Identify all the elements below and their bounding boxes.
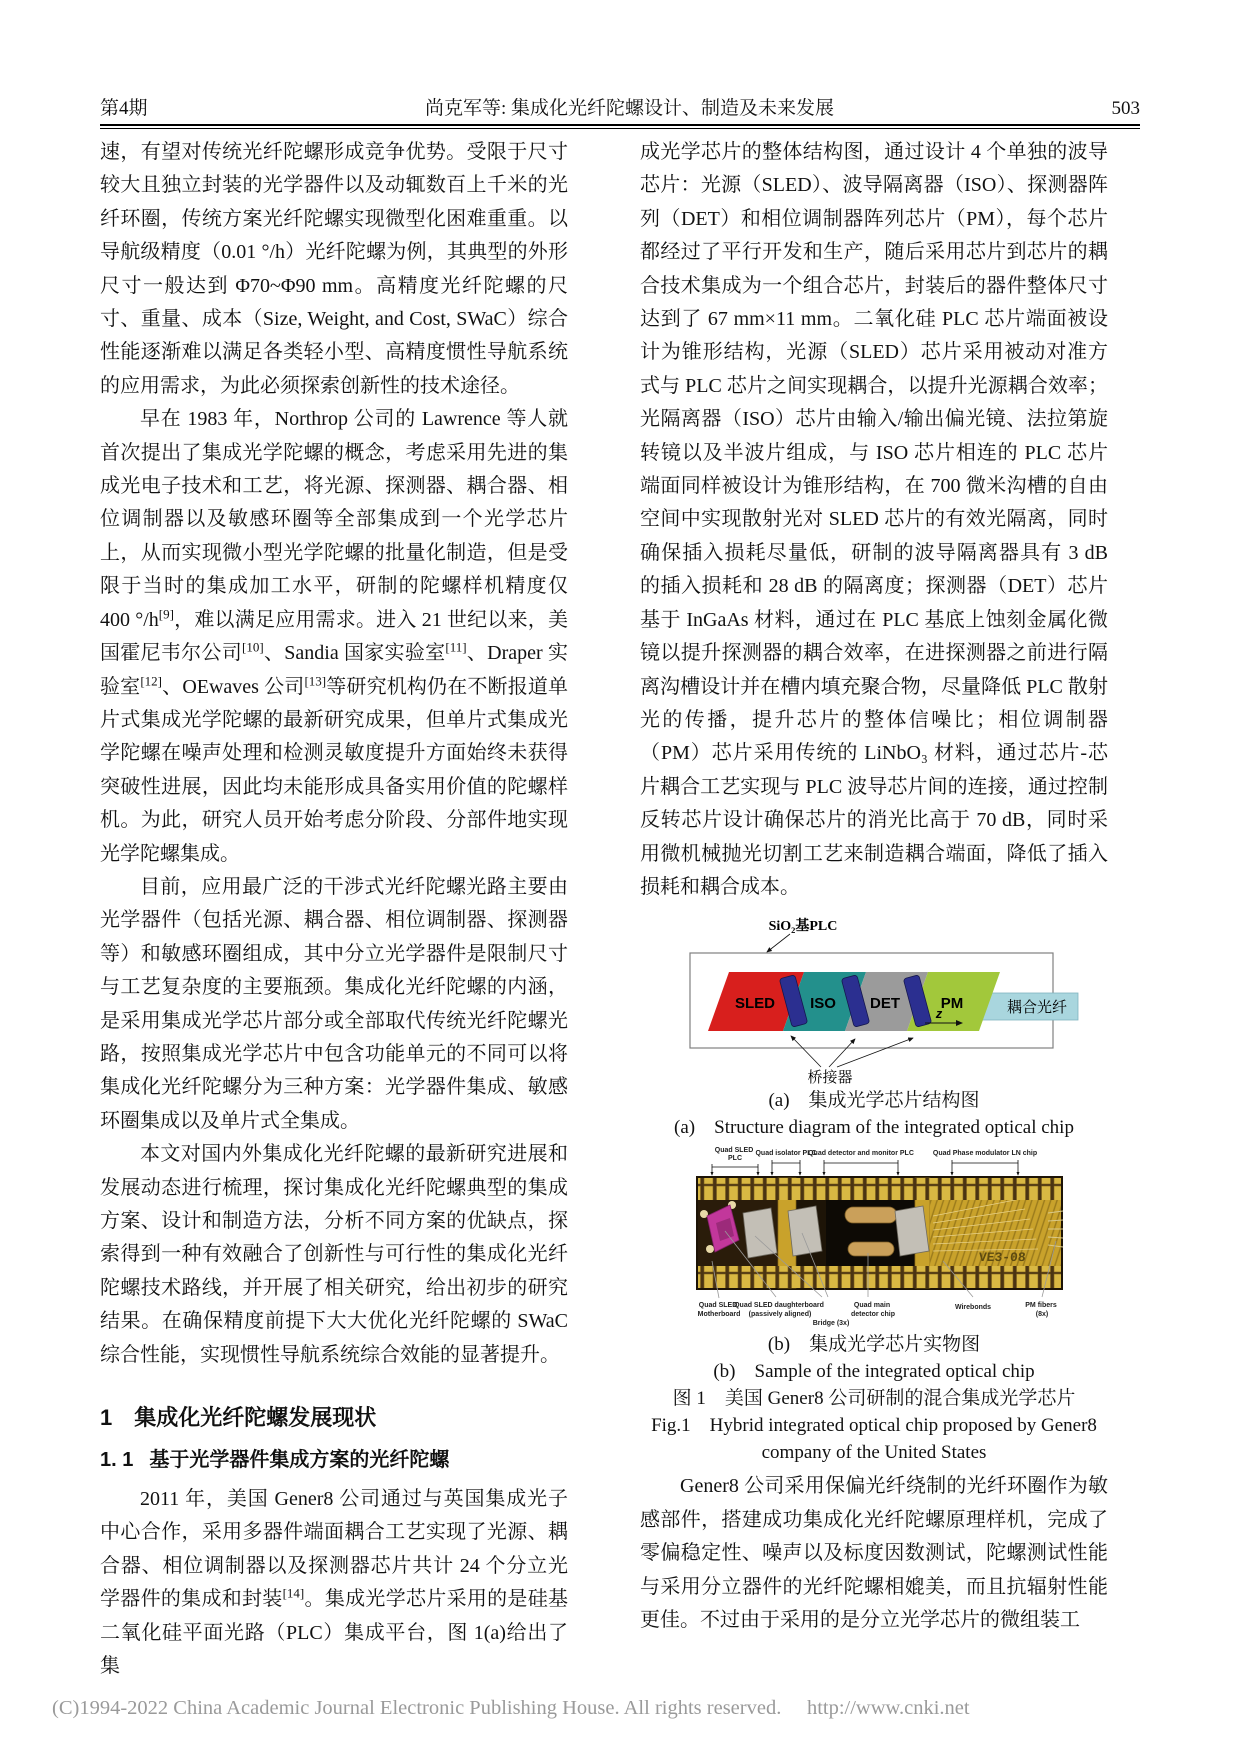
figure-1-caption-en-line2: company of the United States bbox=[761, 1442, 987, 1464]
pm-chip-label: PM bbox=[940, 995, 964, 1013]
figure-1a-caption-en: (a) Structure diagram of the integrated optical chip bbox=[674, 1117, 1074, 1139]
chip-marking: VE3-08 bbox=[978, 1250, 1027, 1266]
label-bracket bbox=[712, 1164, 758, 1167]
figure-1b-caption-zh: (b) 集成光学芯片实物图 bbox=[767, 1334, 981, 1356]
page-header bbox=[100, 93, 1140, 120]
label-bracket bbox=[824, 1160, 898, 1163]
plc-label-arrow bbox=[767, 934, 790, 952]
figure-1-caption-en: Fig.1 Hybrid integrated optical chip proposed by Gener8 bbox=[651, 1415, 1097, 1437]
bridge-callout-label: 桥接器 bbox=[807, 1070, 853, 1087]
chip-photo bbox=[696, 1176, 1063, 1290]
photo-label-pm-fibers: PM fibers (8x) bbox=[1025, 1302, 1057, 1319]
figure-1a-diagram bbox=[640, 912, 1108, 1087]
section-heading bbox=[100, 1403, 568, 1433]
detector-capsule bbox=[845, 1207, 897, 1223]
photo-label-sled-daughterboard: Quad SLED daughterboard (passively aligned) bbox=[734, 1302, 824, 1319]
bridge-chip-photo bbox=[743, 1208, 777, 1258]
detector-capsule bbox=[848, 1242, 894, 1256]
subsection-heading bbox=[100, 1446, 568, 1474]
photo-label-quad-sled-plc: Quad SLED PLC bbox=[714, 1147, 754, 1163]
z-axis-label: z bbox=[935, 1006, 943, 1022]
figure-1-caption-zh: 图 1 美国 Gener8 公司研制的混合集成光学芯片 bbox=[672, 1388, 1076, 1410]
det-chip-label: DET bbox=[870, 995, 900, 1013]
photo-label-bridge: Bridge (3x) bbox=[812, 1320, 850, 1328]
paragraph: 本文对国内外集成化光纤陀螺的最新研究进展和发展动态进行梳理，探讨集成化光纤陀螺典型的集成方案、设计和制造方法，分析不同方案的优缺点，探索得到一种有效融合了创新性与可行性的集成化光纤陀螺技术路线，并开展了相关研究，给出初步的研究结果。在确保精度前提下大大优化光纤陀螺的 SWaC 综合性能，实现惯性导航系统综合效能的显著提升。 bbox=[100, 1143, 568, 1366]
paragraph: 目前，应用最广泛的干涉式光纤陀螺光路主要由光学器件（包括光源、耦合器、相位调制器、探测器等）和敏感环圈组成，其中分立光学器件是限制尺寸与工艺复杂度的主要瓶颈。集成化光纤陀螺的内涵，是采用集成光学芯片部分或全部取代传统光纤陀螺光路，按照集成光学芯片中包含功能单元的不同可以将集成化光纤陀螺分为三种方案：光学器件集成、敏感环圈集成以及单片式全集成。 bbox=[100, 875, 568, 1132]
paragraph-continuation: 速，有望对传统光纤陀螺形成竞争优势。受限于尺寸较大且独立封装的光学器件以及动辄数百上千米的光纤环圈，传统方案光纤陀螺实现微型化困难重重。以导航级精度（0.01 °/h）光纤陀螺为例，其典型的外形尺寸一般达到 Φ70~Φ90 mm。高精度光纤陀螺的尺寸、重量、成本（Size, Weight, and Cost, SWaC）综合性能逐渐难以满足各类轻小型、高精度惯性导航系统的应用需求，为此必须探索创新性的技术途径。 bbox=[100, 141, 568, 397]
header-running-title: 尚克军等: 集成化光纤陀螺设计、制造及未来发展 bbox=[424, 98, 835, 119]
header-page-number: 503 bbox=[1111, 98, 1140, 119]
photo-label-sled-motherboard: Quad SLED Motherboard bbox=[697, 1302, 741, 1319]
figure-1a-caption-zh: (a) 集成光学芯片结构图 bbox=[768, 1090, 980, 1112]
bridge-chip-photo bbox=[788, 1206, 822, 1256]
coupling-fiber-label: 耦合光纤 bbox=[1006, 1000, 1068, 1017]
figure-1b-photo bbox=[640, 1141, 1108, 1331]
paragraph: Gener8 公司采用保偏光纤绕制的光纤环圈作为敏感部件，搭建成功集成化光纤陀螺原理样机，完成了零偏稳定性、噪声以及标度因数测试，陀螺测试性能与采用分立器件的光纤陀螺相媲美，而且抗辐射性能更佳。不过由于采用的是分立光学芯片的微组装工 bbox=[640, 1475, 1108, 1631]
subsection-title: 基于光学器件集成方案的光纤陀螺 bbox=[149, 1449, 450, 1472]
solder-dot bbox=[706, 1245, 714, 1253]
figure-1b-caption-en: (b) Sample of the integrated optical chip bbox=[713, 1361, 1035, 1383]
copyright-footer: (C)1994-2022 China Academic Journal Electronic Publishing House. All rights reserved. http://www.cnki.net bbox=[52, 1697, 970, 1719]
label-bracket bbox=[952, 1160, 1018, 1163]
photo-label-wirebonds: Wirebonds bbox=[954, 1304, 992, 1312]
paragraph-continuation: 成光学芯片的整体结构图，通过设计 4 个单独的波导芯片：光源（SLED）、波导隔离器（ISO）、探测器阵列（DET）和相位调制器阵列芯片（PM），每个芯片都经过了平行开发和生产，随后采用芯片到芯片的耦合技术集成为一个组合芯片，封装后的器件整体尺寸达到了 67 mm×11 mm。二氧化硅 PLC 芯片端面被设计为锥形结构，光源（SLED）芯片采用被动对准方式与 PLC 芯片之间实现耦合，以提升光源耦合效率；光隔离器（ISO）芯片由输入/输出偏光镜、法拉第旋转镜以及半波片组成，与 ISO 芯片相连的 PLC 芯片端面同样被设计为锥形结构，在 700 微米沟槽的自由空间中实现散射光对 SLED 芯片的有效光隔离，同时确保插入损耗尽量低，研制的波导隔离器具有 3 dB 的插入损耗和 28 dB 的隔离度；探测器（DET）芯片基于 InGaAs 材料，通过在 PLC 基底上蚀刻金属化微镜以提升探测器的耦合效率，在进探测器之前进行隔离沟槽设计并在槽内填充聚合物，尽量降低 PLC 散射光的传播，提升芯片的整体信噪比；相位调制器（PM）芯片采用传统的 LiNbO₃ 材料，通过芯片-芯片耦合工艺实现与 PLC 波导芯片间的连接，通过控制反转芯片设计确保芯片的消光比高于 70 dB，同时采用微机械抛光切割工艺来制造耦合端面，降低了插入损耗和耦合成本。 bbox=[640, 141, 1108, 898]
bottom-pad-row bbox=[698, 1266, 1061, 1288]
paragraph: 早在 1983 年，Northrop 公司的 Lawrence 等人就首次提出了集成光学陀螺的概念，考虑采用先进的集成光电子技术和工艺，将光源、探测器、耦合器、相位调制器以及敏感环圈等全部集成到一个光学芯片上，从而实现微小型光学陀螺的批量化制造，但是受限于当时的集成加工水平，研制的陀螺样机精度仅400 °/h[9]，难以满足应用需求。进入 21 世纪以来，美国霍尼韦尔公司[10]、Sandia 国家实验室[11]、Draper 实验室[12]、OEwaves 公司[13]等研究机构仍在不断报道单片式集成光学陀螺的最新研究成果，但单片式集成光学陀螺在噪声处理和检测灵敏度提升方面始终未获得突破性进展，因此均未能形成具备实用价值的陀螺样机。为此，研究人员开始考虑分阶段、分部件地实现光学陀螺集成。 bbox=[100, 408, 569, 865]
top-pad-row bbox=[698, 1178, 1061, 1200]
header-issue: 第4期 bbox=[100, 98, 148, 119]
label-bracket bbox=[772, 1160, 800, 1163]
iso-chip-label: ISO bbox=[810, 995, 836, 1013]
plc-substrate-label: SiO₂基PLC bbox=[768, 919, 838, 935]
photo-label-quad-isolator-plc: Quad isolator PLC bbox=[755, 1150, 817, 1158]
photo-label-quad-detector-plc: Quad detector and monitor PLC bbox=[808, 1150, 914, 1158]
subsection-number: 1. 1 bbox=[100, 1449, 134, 1472]
header-rule bbox=[100, 124, 1140, 129]
paragraph: 2011 年，美国 Gener8 公司通过与英国集成光子中心合作，采用多器件端面耦合工艺实现了光源、耦合器、相位调制器以及探测器芯片共计 24 个分立光学器件的集成和封装[14]。集成光学芯片采用的是硅基二氧化硅平面光路（PLC）集成平台，图 1(a)给出了集 bbox=[100, 1488, 569, 1678]
section-title: 集成化光纤陀螺发展现状 bbox=[134, 1405, 377, 1431]
bridge-chip-photo bbox=[895, 1206, 929, 1256]
section-number: 1 bbox=[100, 1405, 113, 1431]
figure-1 bbox=[640, 912, 1108, 1466]
sled-chip-label: SLED bbox=[734, 995, 776, 1013]
photo-label-quad-pm-ln-chip: Quad Phase modulator LN chip bbox=[932, 1150, 1038, 1158]
photo-label-main-detector: Quad main detector chip bbox=[851, 1302, 895, 1319]
right-column bbox=[640, 136, 1108, 1637]
left-column bbox=[100, 136, 568, 1683]
